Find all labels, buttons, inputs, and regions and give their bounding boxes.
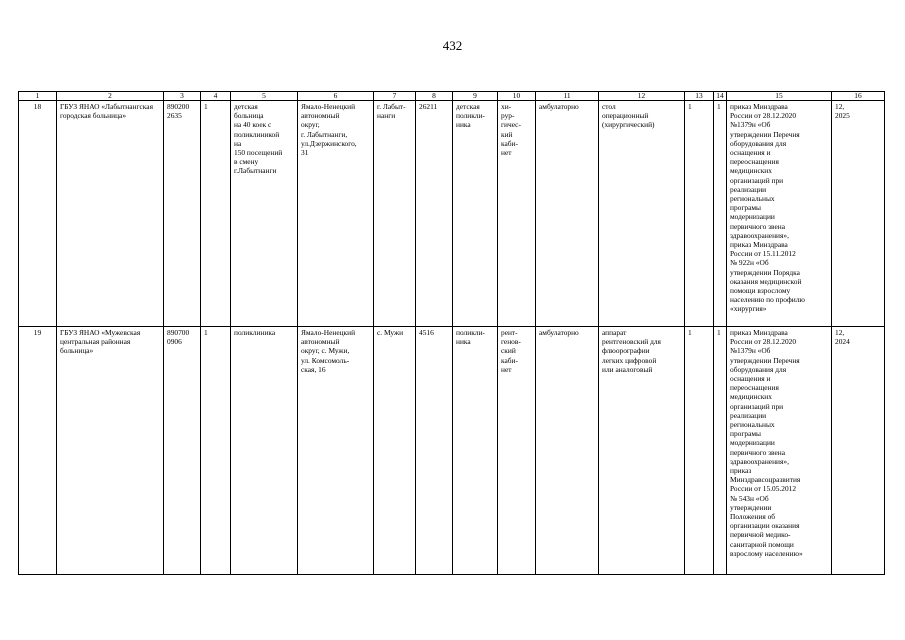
facility-address: Ямало-Ненецкий автономный округ, г. Лабытнанги, ул.Дзержинского, 31: [298, 101, 374, 327]
care-conditions: амбулаторно: [536, 327, 599, 575]
unit-name: поликли- ника: [453, 327, 498, 575]
unit-name: детская поликли- ника: [453, 101, 498, 327]
page-number: 432: [442, 38, 463, 53]
column-header: 12: [599, 92, 685, 101]
column-header: 2: [57, 92, 164, 101]
column-header: 7: [374, 92, 416, 101]
cabinet-name: хи- рур- гичес- кий каби- нет: [498, 101, 536, 327]
organization-code: 890700 0906: [164, 327, 201, 575]
term-value: 12, 2024: [832, 327, 885, 575]
equipment-table: [18, 91, 885, 575]
column-8-value: 26211: [416, 101, 453, 327]
equipment-name: стол операционный (хирургический): [599, 101, 685, 327]
row-number: 18: [19, 101, 57, 327]
care-conditions: амбулаторно: [536, 101, 599, 327]
column-header: 10: [498, 92, 536, 101]
locality: г. Лабыт- нанги: [374, 101, 416, 327]
column-header: 3: [164, 92, 201, 101]
organization-name: ГБУЗ ЯНАО «Лабытнангская городская больница»: [57, 101, 164, 327]
facility-name: детская больница на 40 коек с поликлиникой на 150 посещений в смену г.Лабытнанги: [231, 101, 298, 327]
term-value: 12, 2025: [832, 101, 885, 327]
column-header: 5: [231, 92, 298, 101]
facility-name: поликлиника: [231, 327, 298, 575]
column-4-value: 1: [201, 327, 231, 575]
column-4-value: 1: [201, 101, 231, 327]
column-header: 4: [201, 92, 231, 101]
column-header: 13: [685, 92, 714, 101]
facility-address: Ямало-Ненецкий автономный округ, с. Мужи, ул. Комсомоль- ская, 16: [298, 327, 374, 575]
table-row: [19, 327, 885, 575]
row-number: 19: [19, 327, 57, 575]
column-header: 14: [714, 92, 727, 101]
column-8-value: 4516: [416, 327, 453, 575]
column-header: 9: [453, 92, 498, 101]
column-14-value: 1: [714, 327, 727, 575]
column-header: 16: [832, 92, 885, 101]
column-header: 6: [298, 92, 374, 101]
table-row: [19, 101, 885, 327]
column-13-value: 1: [685, 101, 714, 327]
column-header: 15: [727, 92, 832, 101]
regulatory-order: приказ Минздрава России от 28.12.2020 №1379н «Об утверждении Перечня оборудования для оснащения и переоснащения медицинских организаций при реализации региональных програмы модернизации первичного звена здравоохранения», приказ Минздрава России от 15.11.2012 № 922н «Об утверждении Порядка оказания медицинской помощи взрослому населению по профилю «хирургия»: [727, 101, 832, 327]
column-header: 1: [19, 92, 57, 101]
column-14-value: 1: [714, 101, 727, 327]
column-13-value: 1: [685, 327, 714, 575]
organization-code: 890200 2635: [164, 101, 201, 327]
column-header: 8: [416, 92, 453, 101]
cabinet-name: рент- генов- ский каби- нет: [498, 327, 536, 575]
column-header: 11: [536, 92, 599, 101]
column-number-row: [19, 92, 885, 101]
organization-name: ГБУЗ ЯНАО «Мужевская центральная районная больница»: [57, 327, 164, 575]
equipment-name: аппарат рентгеновский для флюорографии легких цифровой или аналоговый: [599, 327, 685, 575]
regulatory-order: приказ Минздрава России от 28.12.2020 №1379н «Об утверждении Перечня оборудования для оснащения и переоснащения медицинских организаций при реализации региональных програмы модернизации первичного звена здравоохранения», приказ Минздравсоцразвития России от 15.05.2012 № 543н «Об утверждении Положения об организации оказания первичной медико- санитарной помощи взрослому населению»: [727, 327, 832, 575]
locality: с. Мужи: [374, 327, 416, 575]
